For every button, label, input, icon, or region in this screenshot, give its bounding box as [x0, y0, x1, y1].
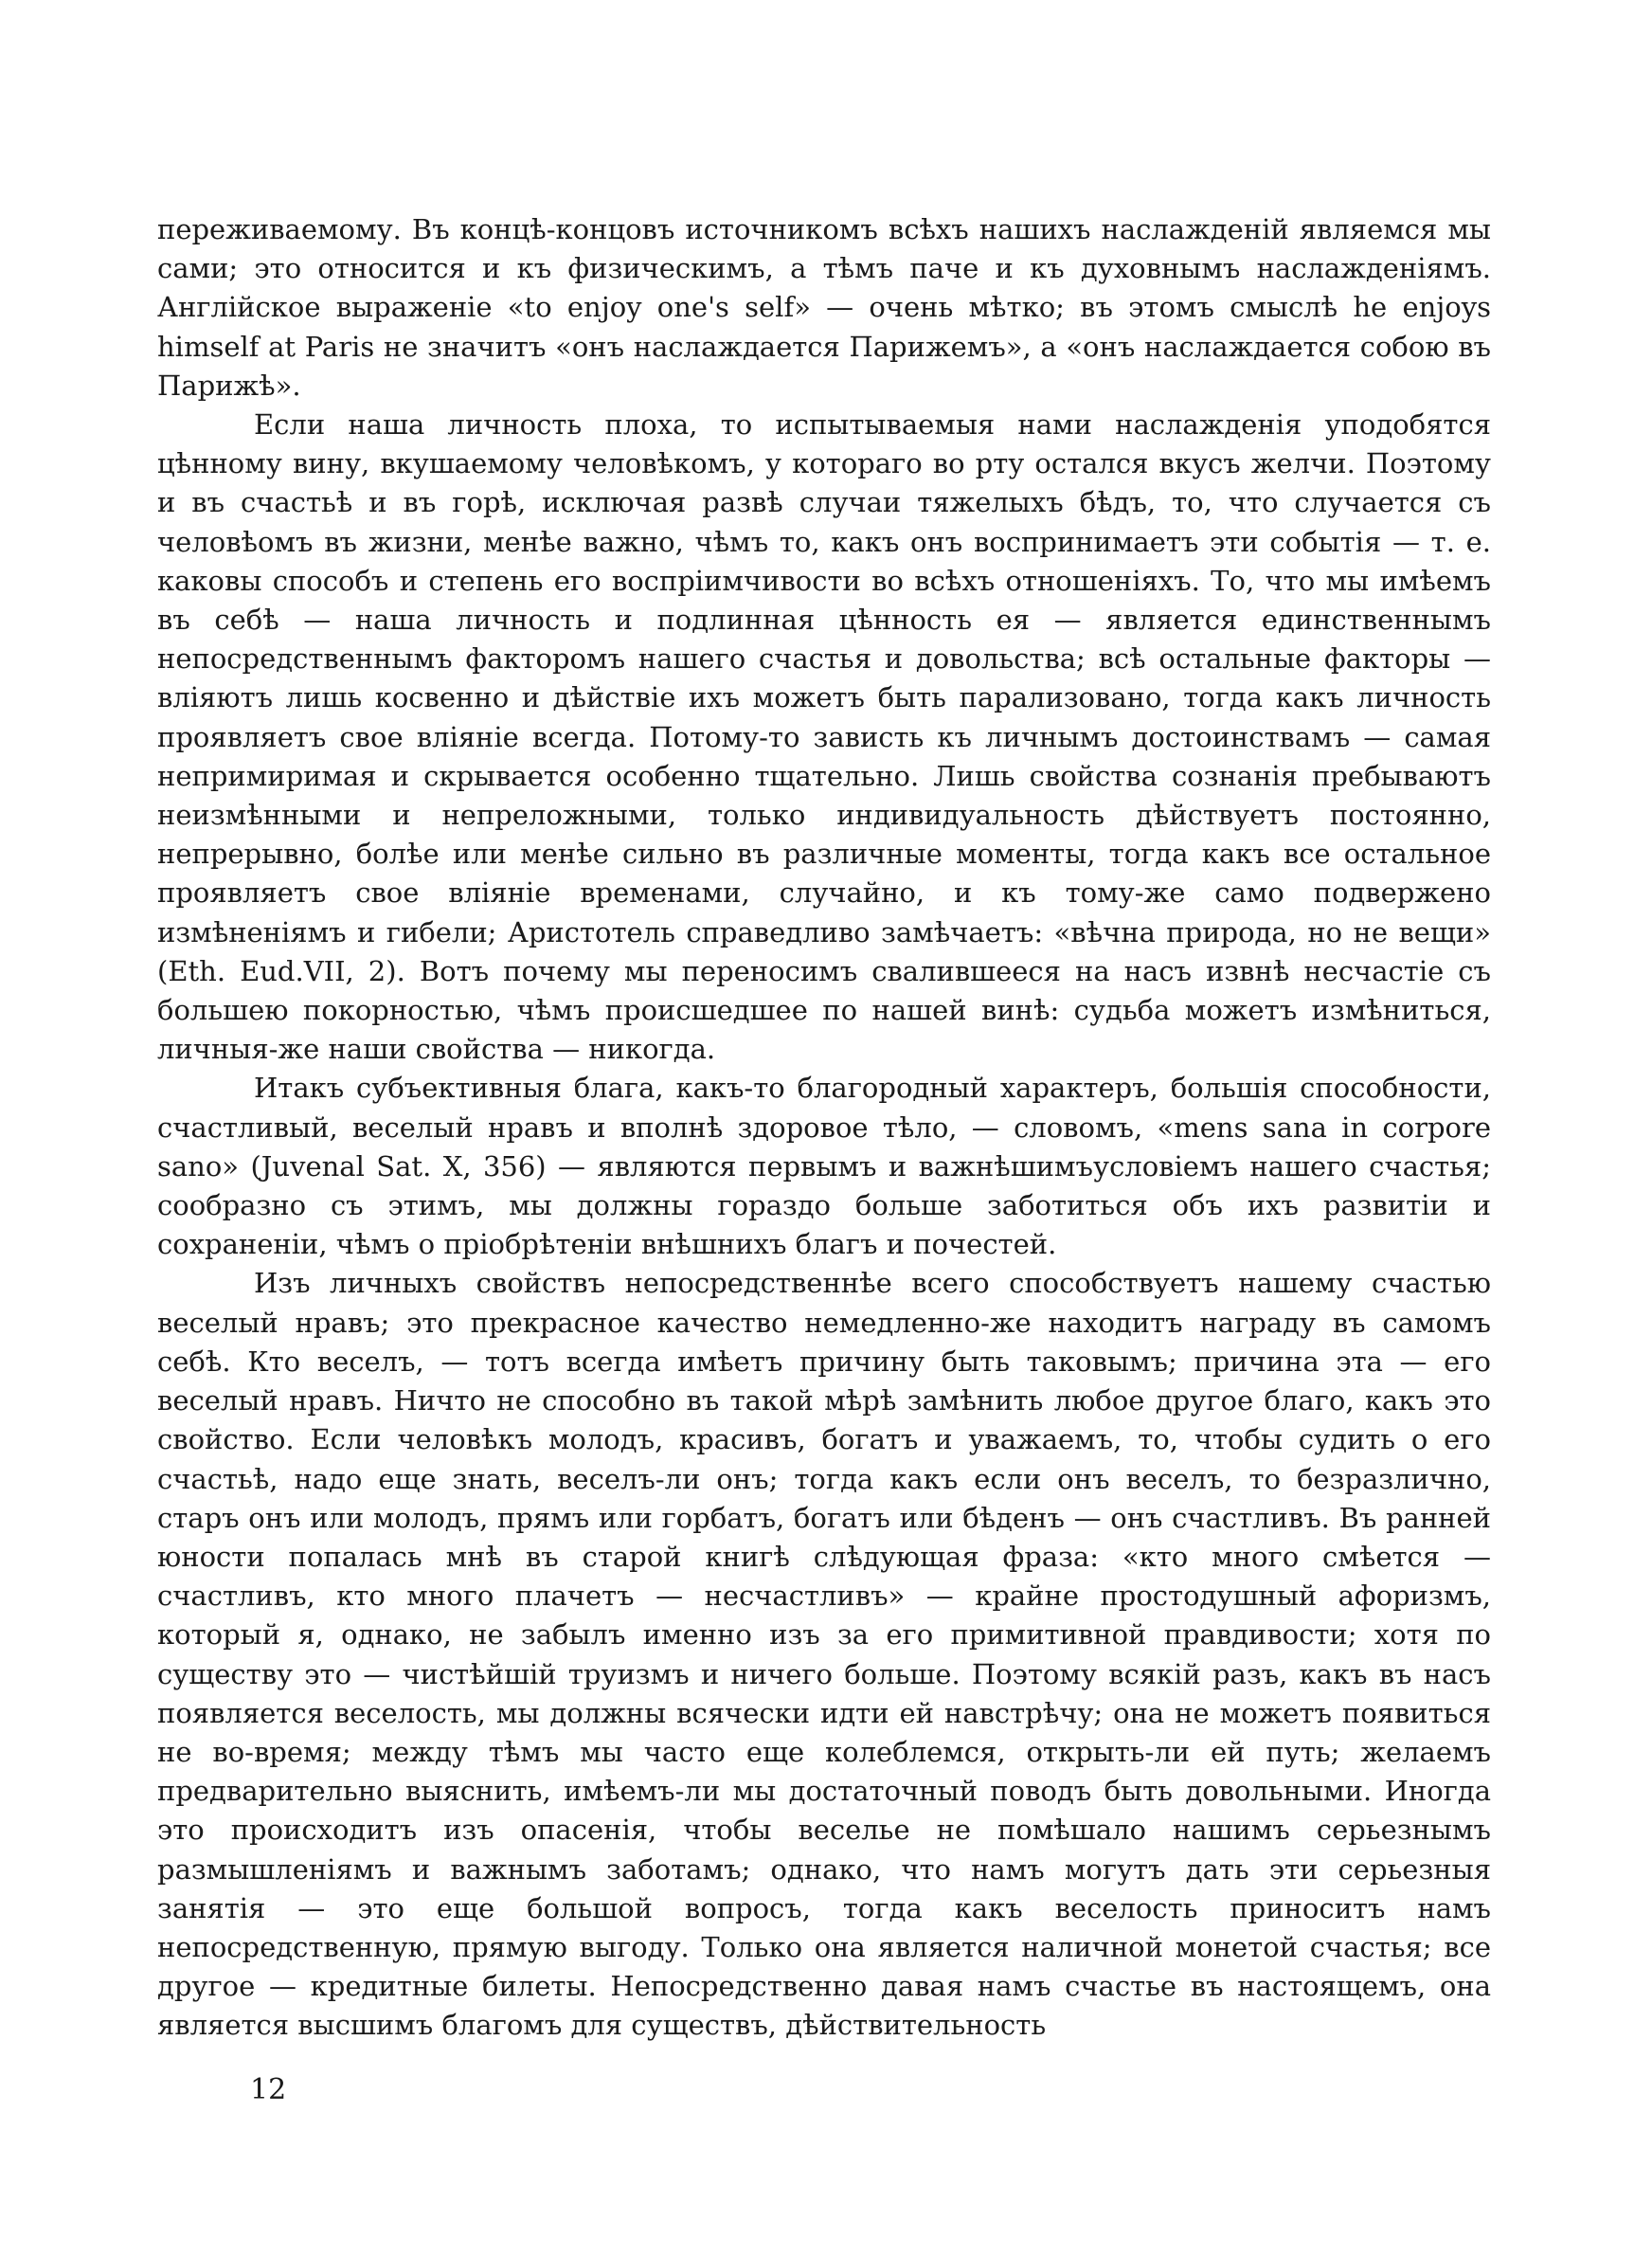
paragraph-4: Изъ личныхъ свойствъ непосредственнѣе всего способствуетъ нашему счастью веселый нравъ; это прекрасное качество немедленно-же находитъ награду въ самомъ себѣ. Кто веселъ, — тотъ всегда имѣетъ причину быть таковымъ; причина эта — его веселый нравъ. Ничто не способно въ такой мѣрѣ замѣнить любое другое благо, какъ это свойство. Если человѣкъ молодъ, красивъ, богатъ и уважаемъ, то, чтобы судить о его счастьѣ, надо еще знать, веселъ-ли онъ; тогда какъ если онъ веселъ, то безразлично, старъ онъ или молодъ, прямъ или горбатъ, богатъ или бѣденъ — онъ счастливъ. Въ ранней юности попалась мнѣ въ старой книгѣ слѣдующая фраза: «кто много смѣется — счастливъ, кто много плачетъ — несчастливъ» — крайне простодушный афоризмъ, который я, однако, не забылъ именно изъ за его примитивной правдивости; хотя по существу это — чистѣйшій труизмъ и ничего больше. Поэтому всякій разъ, какъ въ насъ появляется веселость, мы должны всячески идти ей навстрѣчу; она не можетъ появиться не во-время; между тѣмъ мы часто еще колеблемся, открыть-ли ей путь; желаемъ предварительно выяснить, имѣемъ-ли мы достаточный поводъ быть довольными. Иногда это происходитъ изъ опасенія, чтобы веселье не помѣшало нашимъ серьезнымъ размышленіямъ и важнымъ заботамъ; однако, что намъ могутъ дать эти серьезныя занятія — это еще большой вопросъ, тогда какъ веселость приноситъ намъ непосредственную, прямую выгоду. Только она является наличной монетой счастья; все другое — кредитные билеты. Непосредственно давая намъ счастье въ настоящемъ, она является высшимъ благомъ для существъ, дѣйствительность: [157, 1267, 1491, 2042]
paragraph-2: Если наша личность плоха, то испытываемыя нами наслажденія уподобятся цѣнному вину, вкушаемому человѣкомъ, у котораго во рту остался вкусъ желчи. Поэтому и въ счастьѣ и въ горѣ, исключая развѣ случаи тяжелыхъ бѣдъ, то, что случается съ человѣомъ въ жизни, менѣе важно, чѣмъ то, какъ онъ воспринимаетъ эти событія — т. е. каковы способъ и степень его воспріимчивости во всѣхъ отношеніяхъ. То, что мы имѣемъ въ себѣ — наша личность и подлинная цѣнность ея — является единственнымъ непосредственнымъ факторомъ нашего счастья и довольства; всѣ остальные факторы — вліяютъ лишь косвенно и дѣйствіе ихъ можетъ быть парализовано, тогда какъ личность проявляетъ свое вліяніе всегда. Потому-то зависть къ личнымъ достоинствамъ — самая непримиримая и скрывается особенно тщательно. Лишь свойства сознанія пребываютъ неизмѣнными и непреложными, только индивидуальность дѣйствуетъ постоянно, непрерывно, болѣе или менѣе сильно въ различные моменты, тогда какъ все остальное проявляетъ свое вліяніе временами, случайно, и къ тому-же само подвержено измѣненіямъ и гибели; Аристотель справедливо замѣчаетъ: «вѣчна природа, но не вещи» (Eth. Eud.VII, 2). Вотъ почему мы переносимъ свалившееся на насъ извнѣ несчастіе съ большею покорностью, чѣмъ происшедшее по нашей винѣ: судьба можетъ измѣниться, личныя-же наши свойства — никогда.: [157, 408, 1491, 1066]
page-number: 12: [250, 2073, 287, 2106]
paragraph-3: Итакъ субъективныя блага, какъ-то благородный характеръ, большія способности, счастливый, веселый нравъ и вполнѣ здоровое тѣло, — словомъ, «mens sana in corpore sano» (Juvenal Sat. X, 356) — являются первымъ и важнѣшимъусловіемъ нашего счастья; сообразно съ этимъ, мы должны гораздо больше заботиться объ ихъ развитіи и сохраненіи, чѣмъ о пріобрѣтеніи внѣшнихъ благъ и почестей.: [157, 1072, 1491, 1261]
paragraph-1: переживаемому. Въ концѣ-концовъ источникомъ всѣхъ нашихъ наслажденій являемся мы сами; это относится и къ физическимъ, а тѣмъ паче и къ духовнымъ наслажденіямъ. Англійское выраженіе «to enjoy one's self» — очень мѣтко; въ этомъ смыслѣ he enjoys himself at Paris не значитъ «онъ наслаждается Парижемъ», а «онъ наслаждается собою въ Парижѣ».: [157, 213, 1491, 402]
body-text: [157, 210, 1491, 2046]
